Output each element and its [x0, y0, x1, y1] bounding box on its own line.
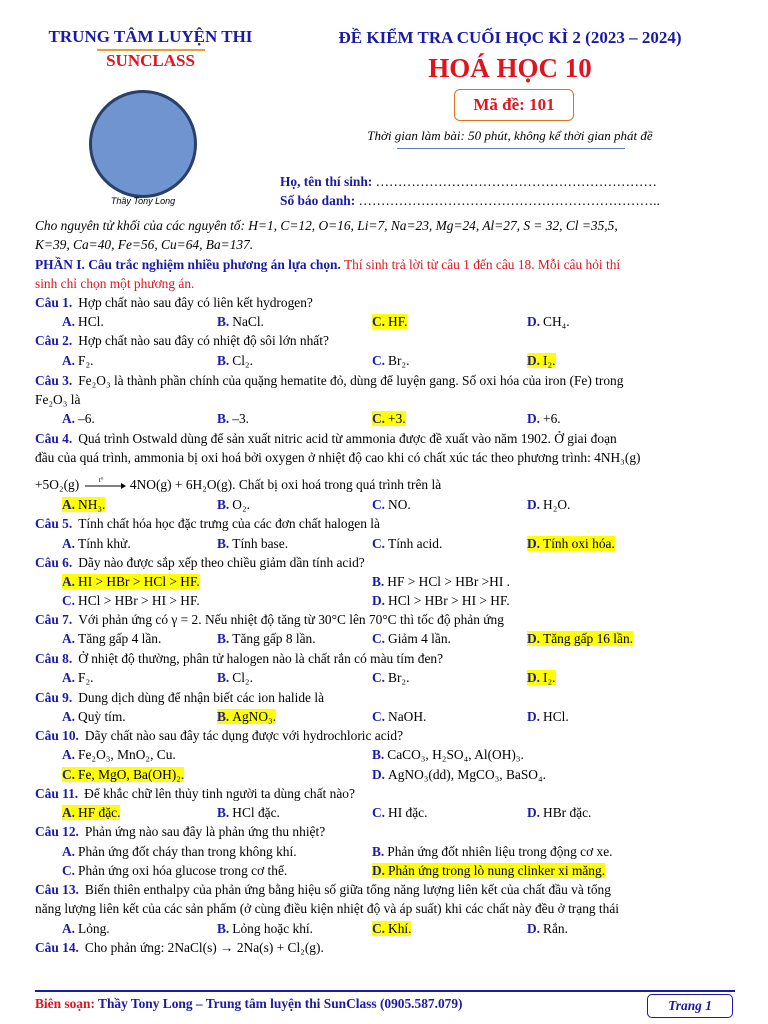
footer-text: Thầy Tony Long – Trung tâm luyện thi SunClass (0905.587.079) — [98, 996, 463, 1011]
student-id-row — [280, 193, 660, 209]
time-note: Thời gian làm bài: 50 phút, không kể thời gian phát đề — [367, 128, 653, 143]
option-13a[interactable]: A. Lỏng. — [62, 921, 110, 936]
question-3 — [35, 371, 735, 390]
question-text: Fe₂O₃ là thành phần chính của quặng hematite đỏ, dùng để luyện gang. Số oxi hóa của iron (Fe) trong — [78, 373, 624, 388]
question-text: Phản ứng nào sau đây là phản ứng thu nhiệt? — [84, 824, 326, 839]
question-number: Câu 8. — [35, 651, 73, 666]
option-11c[interactable]: C. HI đặc. — [372, 805, 428, 820]
question-4-cont: đầu của quá trình, ammonia bị oxi hoá bởi oxygen ở nhiệt độ cao khi có chất xúc tác theo phương trình: 4NH₃(g) — [35, 450, 641, 465]
part1-instruction-cont: sinh chỉ chọn một phương án. — [35, 276, 195, 291]
option-3a[interactable]: A. –6. — [62, 411, 95, 426]
option-11b[interactable]: B. HCl đặc. — [217, 805, 280, 820]
question-number: Câu 11. — [35, 786, 79, 801]
question-number: Câu 7. — [35, 612, 73, 627]
option-3b[interactable]: B. –3. — [217, 411, 250, 426]
question-1 — [35, 293, 735, 312]
option-9a[interactable]: A. Quỳ tím. — [62, 709, 126, 724]
teacher-caption: Thầy Tony Long — [110, 196, 176, 206]
question-4 — [35, 429, 735, 448]
option-5b[interactable]: B. Tính base. — [217, 536, 289, 551]
option-6a[interactable]: A. HI > HBr > HCl > HF. — [62, 574, 200, 589]
question-13 — [35, 880, 735, 899]
option-4b[interactable]: B. O₂. — [217, 497, 250, 512]
option-3c[interactable]: C. +3. — [372, 411, 406, 426]
option-11d[interactable]: D. HBr đặc. — [527, 805, 592, 820]
arrow-condition-label: t° — [98, 475, 104, 484]
part1-instruction: Thí sinh trả lời từ câu 1 đến câu 18. Mỗi câu hỏi thí — [343, 257, 621, 272]
option-13b[interactable]: B. Lỏng hoặc khí. — [217, 921, 313, 936]
question-number: Câu 9. — [35, 690, 73, 705]
question-text: Quá trình Ostwald dùng để sản xuất nitric acid từ ammonia được đề xuất vào năm 1902. Ở giai đoạn — [78, 431, 617, 446]
exam-code: Mã đề: 101 — [473, 95, 555, 114]
question-text: Biến thiên enthalpy của phản ứng bằng hiệu số giữa tổng năng lượng liên kết của chất đầu và tổng — [84, 882, 611, 897]
exam-code-badge — [454, 89, 574, 121]
option-8a[interactable]: A. F₂. — [62, 670, 94, 685]
option-12b[interactable]: B. Phản ứng đốt nhiên liệu trong động cơ xe. — [372, 844, 613, 859]
option-7d[interactable]: D. Tăng gấp 16 lần. — [527, 631, 634, 646]
option-9b[interactable]: B. AgNO₃. — [217, 709, 277, 724]
student-name-row — [280, 174, 657, 190]
question-text: Để khắc chữ lên thủy tinh người ta dùng chất nào? — [84, 786, 355, 801]
page-number: Trang 1 — [668, 998, 712, 1013]
question-number: Câu 2. — [35, 333, 73, 348]
question-number: Câu 10. — [35, 728, 79, 743]
option-9d[interactable]: D. HCl. — [527, 709, 569, 724]
question-text: Ở nhiệt độ thường, phân tử halogen nào là chất rắn có màu tím đen? — [78, 651, 444, 666]
option-10d[interactable]: D. AgNO₃(dd), MgCO₃, BaSO₄. — [372, 767, 546, 782]
student-name-field[interactable]: ……………………………………………………… — [375, 174, 657, 189]
option-10b[interactable]: B. CaCO₃, H₂SO₄, Al(OH)₃. — [372, 747, 524, 762]
option-9c[interactable]: C. NaOH. — [372, 709, 427, 724]
question-number: Câu 5. — [35, 516, 73, 531]
page-number-badge — [647, 994, 733, 1018]
footer-divider — [35, 990, 735, 992]
question-number: Câu 14. — [35, 940, 79, 955]
option-1c[interactable]: C. HF. — [372, 314, 408, 329]
option-5d[interactable]: D. Tính oxi hóa. — [527, 536, 615, 551]
option-6d[interactable]: D. HCl > HBr > HI > HF. — [372, 593, 510, 608]
question-4-equation — [35, 475, 735, 494]
question-number: Câu 4. — [35, 431, 73, 446]
question-number: Câu 6. — [35, 555, 73, 570]
option-7a[interactable]: A. Tăng gấp 4 lần. — [62, 631, 162, 646]
question-13-cont: năng lượng liên kết của các sản phẩm (ở cùng điều kiện nhiệt độ và áp suất) khi các chất này đều ở trạng thái — [35, 901, 620, 916]
question-text: Tính chất hóa học đặc trưng của các đơn chất halogen là — [78, 516, 380, 531]
atomic-masses — [35, 216, 735, 254]
option-2c[interactable]: C. Br₂. — [372, 353, 410, 368]
option-12a[interactable]: A. Phản ứng đốt cháy than trong không khí. — [62, 844, 297, 859]
option-10a[interactable]: A. Fe₂O₃, MnO₂, Cu. — [62, 747, 176, 762]
option-2b[interactable]: B. Cl₂. — [217, 353, 253, 368]
option-6c[interactable]: C. HCl > HBr > HI > HF. — [62, 593, 200, 608]
question-number: Câu 1. — [35, 295, 73, 310]
option-1d[interactable]: D. CH₄. — [527, 314, 570, 329]
question-10 — [35, 726, 735, 745]
option-8b[interactable]: B. Cl₂. — [217, 670, 253, 685]
question-number: Câu 12. — [35, 824, 79, 839]
student-name-label: Họ, tên thí sinh: — [280, 174, 373, 189]
student-id-field[interactable]: ………………………………………………………….. — [358, 193, 660, 208]
option-12c[interactable]: C. Phản ứng oxi hóa glucose trong cơ thể. — [62, 863, 288, 878]
option-8c[interactable]: C. Br₂. — [372, 670, 410, 685]
option-5c[interactable]: C. Tính acid. — [372, 536, 443, 551]
part1-heading — [35, 255, 735, 293]
option-6b[interactable]: B. HF > HCl > HBr >HI . — [372, 574, 511, 589]
question-text: Hợp chất nào sau đây có liên kết hydrogen? — [78, 295, 313, 310]
question-text: Dãy nào được sắp xếp theo chiều giảm dần tính acid? — [78, 555, 365, 570]
option-10c[interactable]: C. Fe, MgO, Ba(OH)₂. — [62, 767, 185, 782]
question-number: Câu 13. — [35, 882, 79, 897]
question-text: Dung dịch dùng để nhận biết các ion halide là — [78, 690, 325, 705]
question-8 — [35, 649, 735, 668]
question-text: Dãy chất nào sau đây tác dụng được với hydrochloric acid? — [84, 728, 404, 743]
center-name-line1: TRUNG TÂM LUYỆN THI — [48, 27, 253, 46]
option-1b[interactable]: B. NaCl. — [217, 314, 264, 329]
option-13c[interactable]: C. Khí. — [372, 921, 412, 936]
reaction-arrow — [83, 475, 127, 491]
subject-title: HOÁ HỌC 10 — [428, 53, 592, 83]
option-8d[interactable]: D. I₂. — [527, 670, 556, 685]
center-name-line2: SUNCLASS — [106, 50, 195, 70]
atomic-masses-line2: K=39, Ca=40, Fe=56, Cu=64, Ba=137. — [35, 237, 254, 252]
question-9 — [35, 688, 735, 707]
time-note-underline — [397, 148, 625, 149]
equation-reactant: +5O₂(g) — [35, 477, 80, 492]
question-number: Câu 3. — [35, 373, 73, 388]
option-4d[interactable]: D. H₂O. — [527, 497, 571, 512]
question-5 — [35, 514, 735, 533]
equation-rest: 4NO(g) + 6H₂O(g). Chất bị oxi hoá trong quá trình trên là — [129, 477, 442, 492]
question-text: Với phản ứng có γ = 2. Nếu nhiệt độ tăng từ 30°C lên 70°C thì tốc độ phản ứng — [78, 612, 504, 627]
exam-title: ĐỀ KIỂM TRA CUỐI HỌC KÌ 2 (2023 – 2024) — [338, 28, 682, 47]
question-text: Cho phản ứng: 2NaCl(s) → 2Na(s) + Cl₂(g). — [84, 940, 324, 955]
question-11 — [35, 784, 735, 803]
option-1a[interactable]: A. HCl. — [62, 314, 104, 329]
question-12 — [35, 822, 735, 841]
option-4a[interactable]: A. NH₃. — [62, 497, 106, 512]
question-2 — [35, 331, 735, 350]
option-3d[interactable]: D. +6. — [527, 411, 561, 426]
option-5a[interactable]: A. Tính khử. — [62, 536, 131, 551]
option-2d[interactable]: D. I₂. — [527, 353, 556, 368]
question-6 — [35, 553, 735, 572]
question-3-cont: Fe₂O₃ là — [35, 392, 81, 407]
atomic-masses-line1: Cho nguyên tử khối của các nguyên tố: H=1, C=12, O=16, Li=7, Na=23, Mg=24, Al=27, S = 32, Cl =35,5, — [35, 218, 618, 233]
student-id-label: Số báo danh: — [280, 193, 356, 208]
option-4c[interactable]: C. NO. — [372, 497, 411, 512]
option-13d[interactable]: D. Rắn. — [527, 921, 568, 936]
footer-label: Biên soạn: — [35, 996, 95, 1011]
center-name — [38, 27, 263, 71]
option-12d[interactable]: D. Phản ứng trong lò nung clinker xi măng. — [372, 863, 606, 878]
option-11a[interactable]: A. HF đặc. — [62, 805, 121, 820]
option-7b[interactable]: B. Tăng gấp 8 lần. — [217, 631, 316, 646]
option-7c[interactable]: C. Giảm 4 lần. — [372, 631, 451, 646]
option-2a[interactable]: A. F₂. — [62, 353, 94, 368]
arrow-right-icon — [83, 481, 127, 491]
avatar — [89, 90, 197, 198]
question-text: Hợp chất nào sau đây có nhiệt độ sôi lớn nhất? — [78, 333, 329, 348]
footer-credit — [35, 996, 463, 1012]
part1-title: PHẦN I. Câu trắc nghiệm nhiều phương án lựa chọn. — [35, 257, 341, 272]
question-14 — [35, 938, 735, 957]
question-7 — [35, 610, 735, 629]
